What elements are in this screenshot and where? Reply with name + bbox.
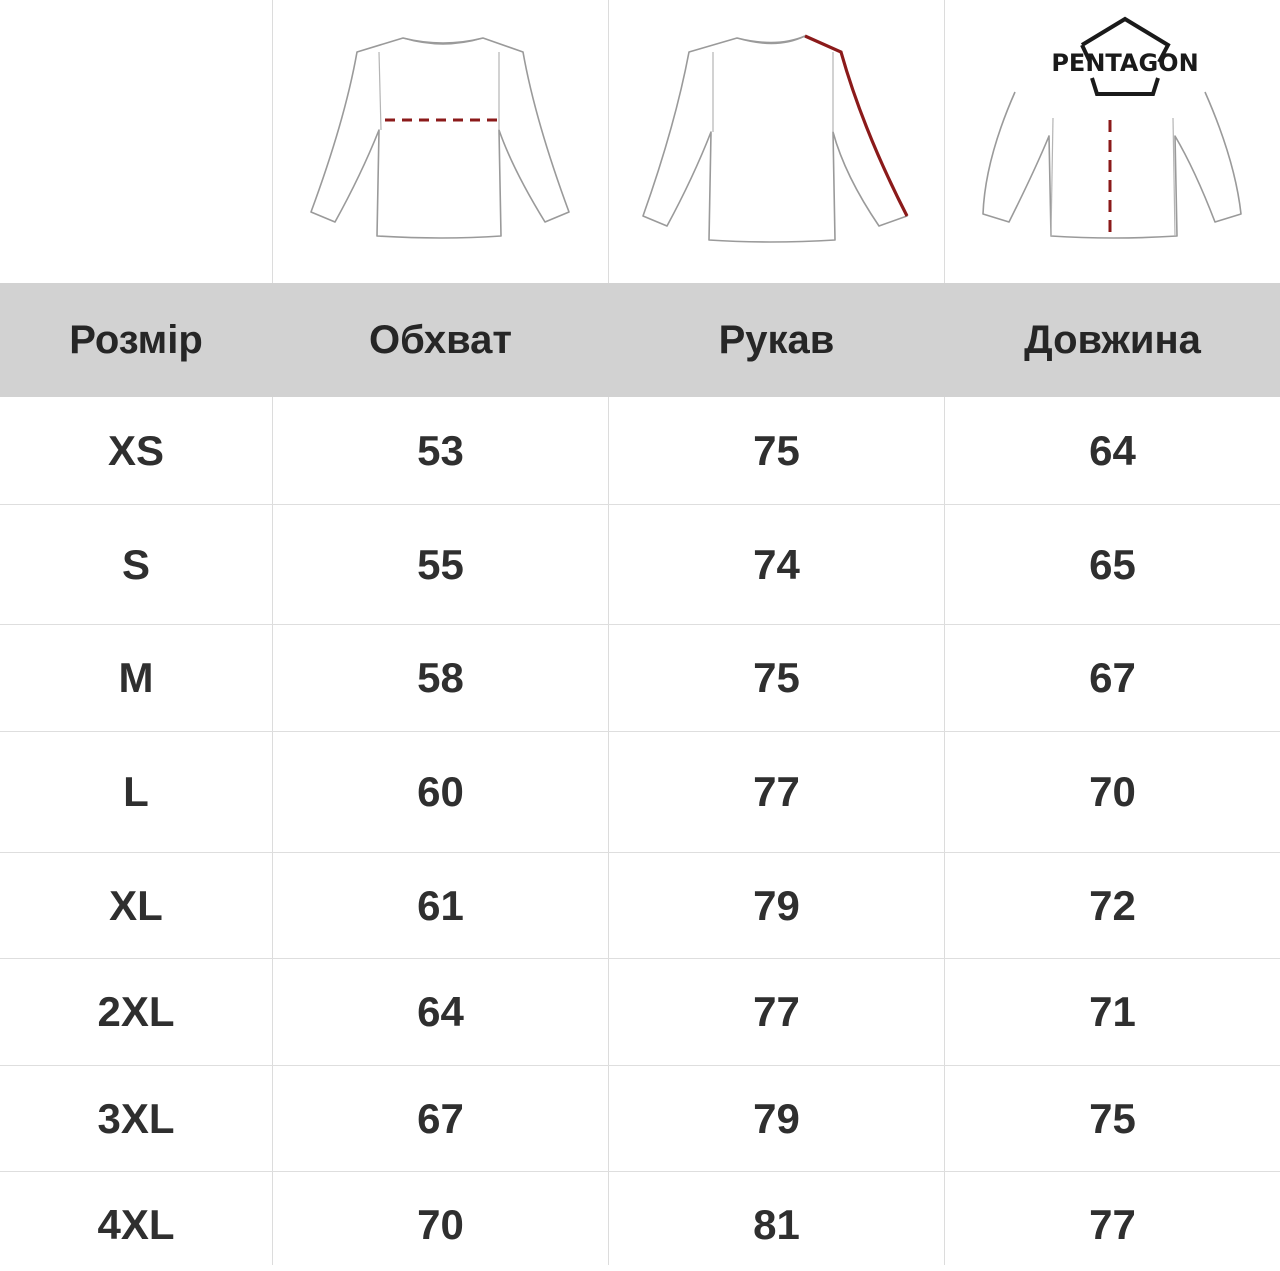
sleeve-cell: 79 bbox=[753, 881, 800, 929]
column-divider bbox=[272, 0, 273, 283]
table-row bbox=[0, 959, 1280, 1065]
size-cell: 3XL bbox=[97, 1094, 175, 1142]
chest-cell: 70 bbox=[417, 1200, 464, 1248]
table-header bbox=[0, 283, 1280, 397]
chest-cell: 58 bbox=[417, 654, 464, 701]
size-cell: 2XL bbox=[97, 988, 175, 1035]
sleeve-cell: 79 bbox=[753, 1094, 800, 1142]
sleeve-cell: 77 bbox=[753, 988, 800, 1035]
chest-cell: 67 bbox=[417, 1094, 464, 1142]
chest-cell: 53 bbox=[417, 426, 464, 474]
chest-measure-illustration bbox=[273, 0, 608, 283]
table-row bbox=[0, 853, 1280, 958]
column-header-chest: Обхват bbox=[369, 317, 512, 362]
sleeve-cell: 75 bbox=[753, 426, 800, 474]
size-cell: L bbox=[123, 768, 149, 815]
column-divider bbox=[944, 0, 945, 283]
length-cell: 75 bbox=[1089, 1094, 1136, 1142]
column-divider bbox=[608, 0, 609, 283]
size-cell: XL bbox=[109, 881, 163, 929]
length-cell: 67 bbox=[1089, 654, 1136, 701]
sleeve-cell: 77 bbox=[753, 768, 800, 815]
size-cell: S bbox=[121, 540, 150, 588]
sleeve-cell: 75 bbox=[753, 654, 800, 701]
table-row bbox=[0, 1172, 1280, 1265]
length-measure-illustration bbox=[945, 0, 1280, 283]
chest-cell: 60 bbox=[417, 768, 464, 815]
illustration-row bbox=[0, 0, 1280, 283]
length-cell: 64 bbox=[1089, 426, 1136, 474]
chest-cell: 55 bbox=[417, 540, 464, 588]
chest-cell: 64 bbox=[417, 988, 464, 1035]
length-cell: 65 bbox=[1089, 540, 1136, 588]
table-row bbox=[0, 732, 1280, 852]
size-cell: XS bbox=[107, 426, 165, 474]
table-row bbox=[0, 505, 1280, 624]
length-cell: 77 bbox=[1089, 1200, 1136, 1248]
table-row bbox=[0, 1066, 1280, 1171]
size-cell: 4XL bbox=[97, 1200, 175, 1248]
column-header-length: Довжина bbox=[1024, 317, 1201, 362]
sleeve-cell: 74 bbox=[753, 540, 800, 588]
column-header-sleeve: Рукав bbox=[718, 317, 835, 362]
garment-chest-measure-icon bbox=[273, 0, 608, 283]
brand-logo-text: PENTAGON bbox=[1051, 49, 1199, 77]
column-header-size: Розмір bbox=[69, 317, 203, 362]
length-cell: 71 bbox=[1089, 988, 1136, 1035]
garment-sleeve-measure-icon bbox=[609, 0, 944, 283]
table-row bbox=[0, 625, 1280, 731]
length-cell: 72 bbox=[1089, 881, 1136, 929]
size-cell: M bbox=[118, 654, 154, 701]
sleeve-cell: 81 bbox=[753, 1200, 800, 1248]
sleeve-measure-illustration bbox=[609, 0, 944, 283]
length-cell: 70 bbox=[1089, 768, 1136, 815]
table-row bbox=[0, 397, 1280, 504]
chest-cell: 61 bbox=[417, 881, 464, 929]
empty-corner-cell bbox=[0, 0, 272, 283]
